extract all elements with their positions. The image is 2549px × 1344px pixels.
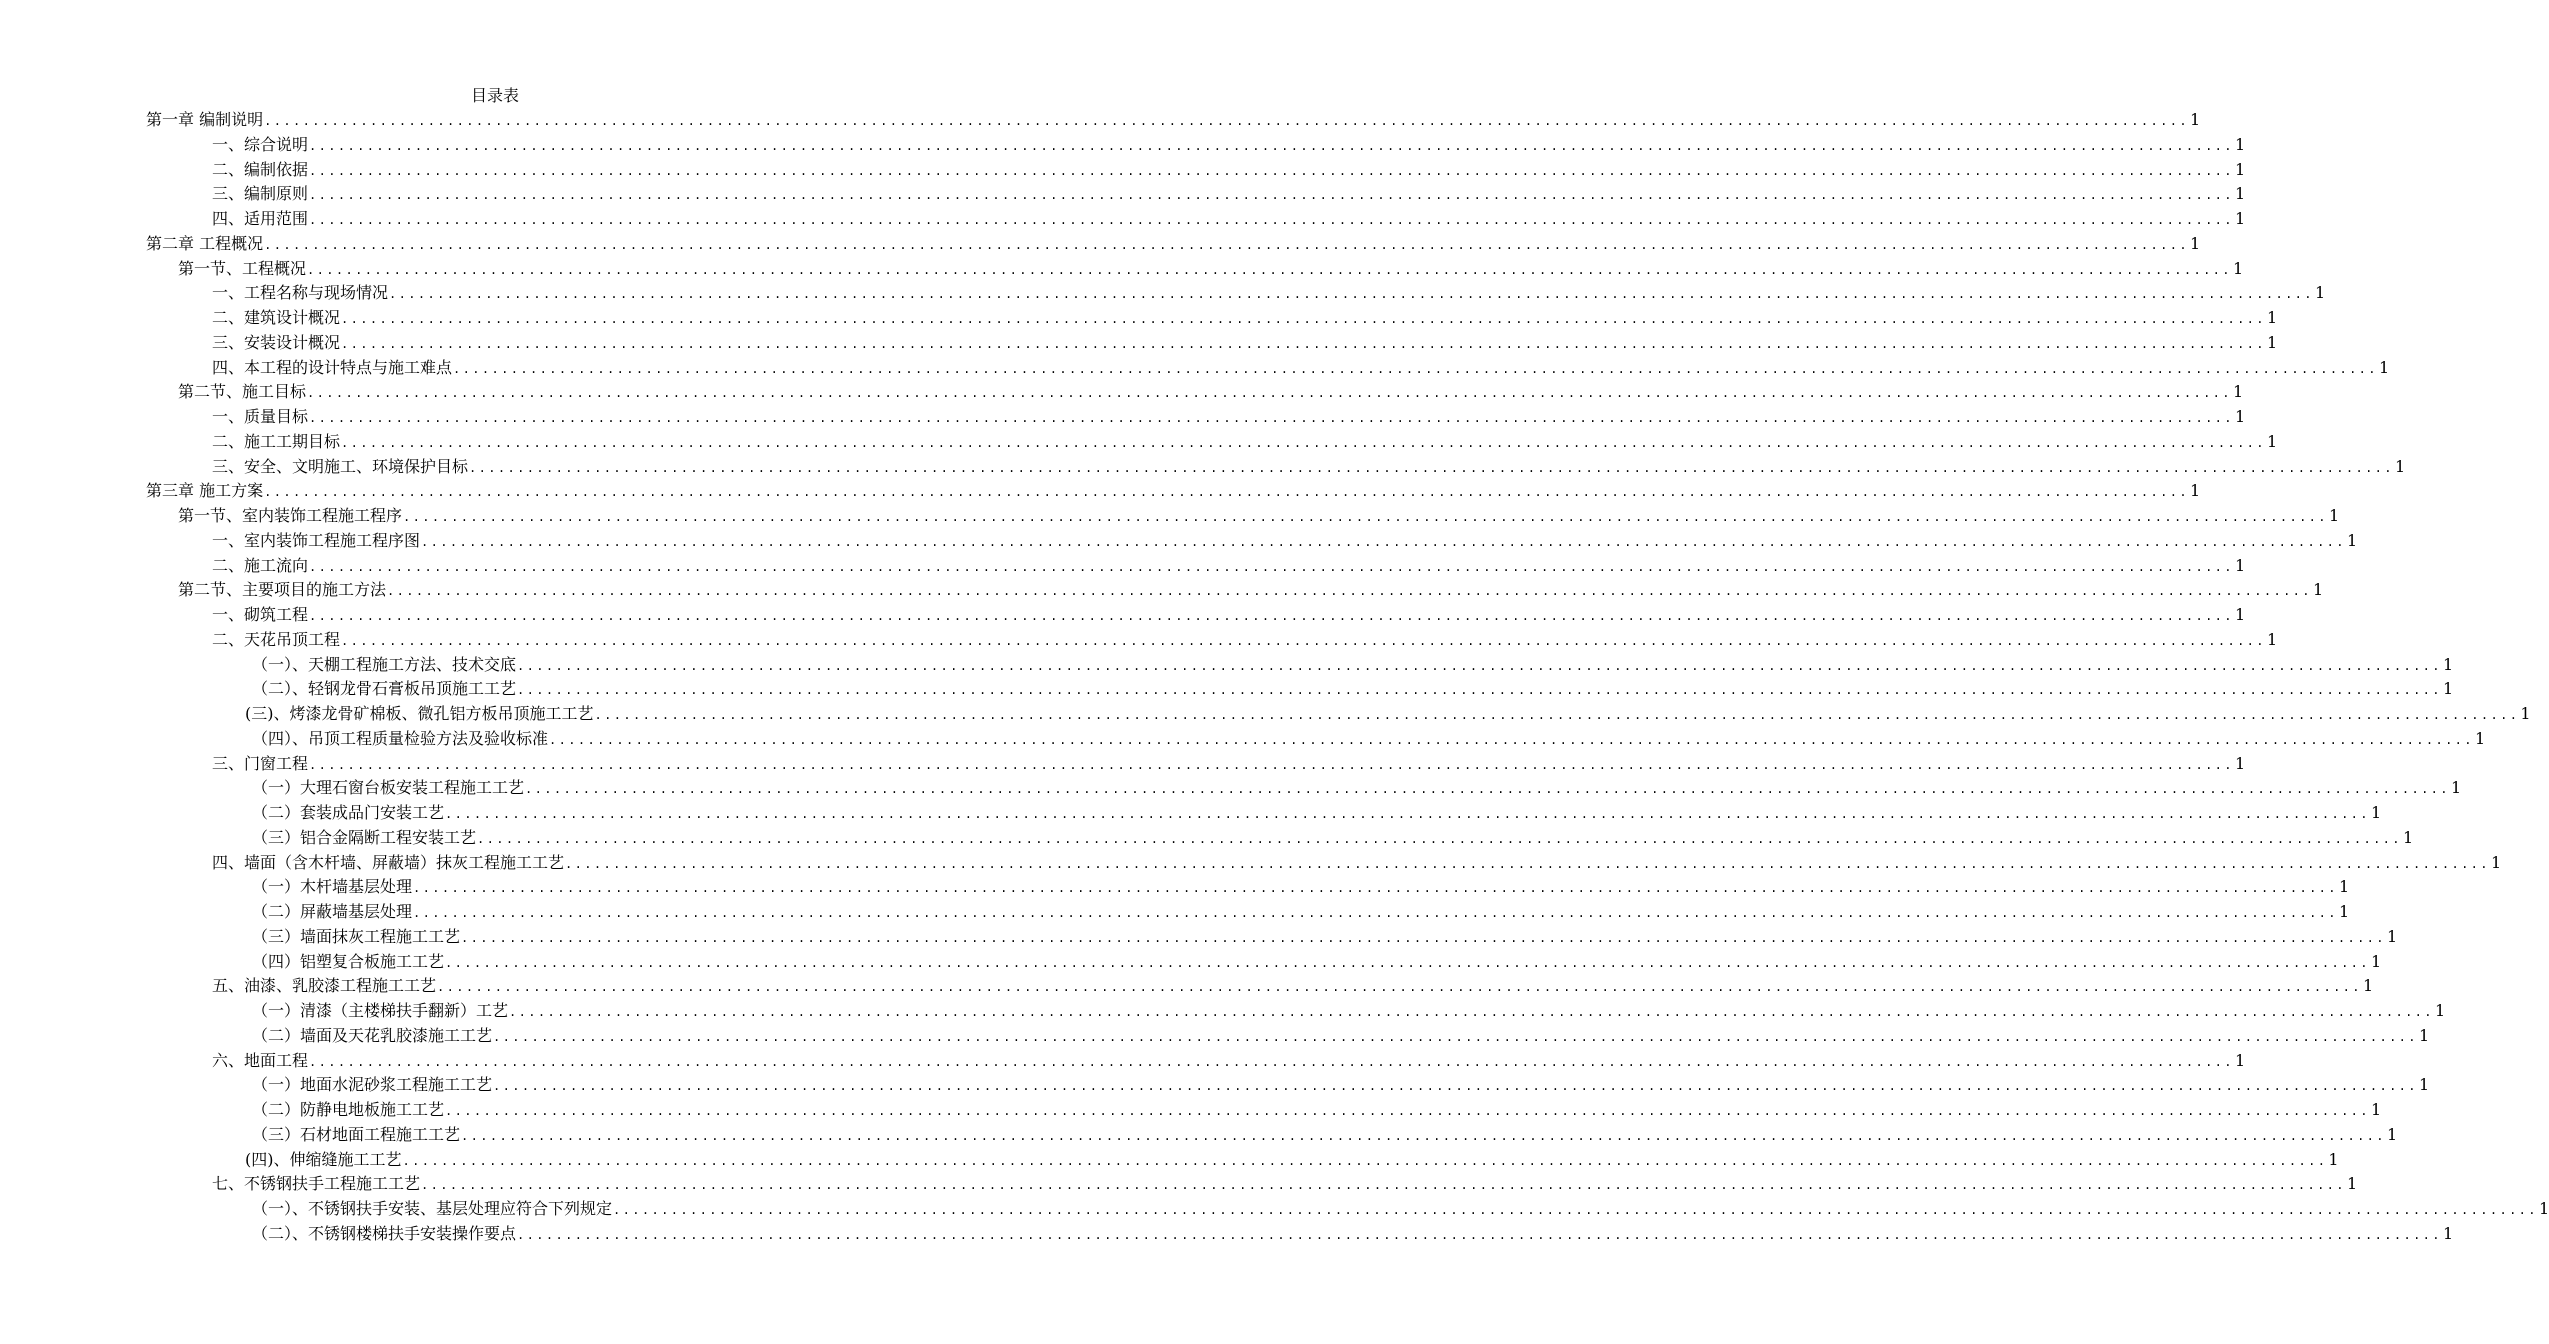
toc-entry-page-number: 1 <box>2328 1149 2339 1169</box>
dot-leader: ........................................................................................................................................................................................................ <box>413 906 2338 920</box>
toc-entry-label: 第一节、室内装饰工程施工程序 <box>178 506 403 525</box>
toc-entry-page-number: 1 <box>2474 728 2486 748</box>
toc-entry[interactable] <box>0 603 2246 628</box>
dot-leader: ........................................................................................................................................................................................................ <box>341 633 2266 648</box>
toc-entry-page-number: 1 <box>2386 1124 2398 1144</box>
dot-leader: ........................................................................................................................................................................................................ <box>445 955 2370 970</box>
toc-entry-label: 二、天花吊顶工程 <box>212 629 341 649</box>
toc-entry-page-number: 1 <box>2442 654 2454 674</box>
toc-entry[interactable] <box>0 1222 2454 1247</box>
toc-entry[interactable] <box>0 826 2414 851</box>
toc-entry[interactable] <box>0 875 2350 900</box>
toc-entry[interactable] <box>0 133 2246 158</box>
toc-entry-label: （一）地面水泥砂浆工程施工工艺 <box>252 1075 493 1095</box>
dot-leader: ........................................................................................................................................................................................................ <box>517 1227 2442 1242</box>
dot-leader: ........................................................................................................................................................................................................ <box>309 138 2234 153</box>
toc-title: 目录表 <box>470 86 519 105</box>
toc-entry[interactable] <box>0 1123 2398 1148</box>
toc-entry-page-number: 1 <box>2338 902 2350 921</box>
dot-leader: ........................................................................................................................................................................................................ <box>413 881 2338 896</box>
toc-entry-page-number: 1 <box>2234 605 2246 624</box>
dot-leader: ........................................................................................................................................................................................................ <box>341 312 2266 326</box>
toc-entry[interactable] <box>0 1148 2339 1173</box>
dot-leader: ........................................................................................................................................................................................................ <box>309 163 2234 178</box>
toc-entry-page-number: 1 <box>2312 580 2324 600</box>
dot-leader: ........................................................................................................................................................................................................ <box>264 237 2190 252</box>
toc-entry[interactable] <box>0 1098 2382 1123</box>
toc-entry-label: （三）铝合金隔断工程安装工艺 <box>252 827 477 847</box>
dot-leader: ........................................................................................................................................................................................................ <box>309 1054 2234 1069</box>
toc-entry-label: （一）大理石窗台板安装工程施工工艺 <box>252 778 525 798</box>
toc-entry[interactable] <box>0 207 2246 232</box>
dot-leader: ........................................................................................................................................................................................................ <box>402 1153 2328 1168</box>
toc-entry[interactable] <box>0 479 2201 504</box>
toc-entry-page-number: 1 <box>2234 209 2246 228</box>
toc-entry-label: 三、安全、文明施工、环境保护目标 <box>212 456 469 476</box>
dot-leader: ........................................................................................................................................................................................................ <box>549 732 2474 747</box>
toc-entry-label: 四、本工程的设计特点与施工难点 <box>212 357 453 377</box>
toc-entry[interactable] <box>0 1024 2430 1049</box>
toc-entry[interactable] <box>0 257 2244 282</box>
toc-entry-page-number: 1 <box>2370 803 2382 822</box>
toc-entry-page-number: 1 <box>2232 382 2244 402</box>
toc-entry-page-number: 1 <box>2442 679 2454 699</box>
toc-entry[interactable] <box>0 331 2278 356</box>
toc-entry[interactable] <box>0 752 2246 777</box>
toc-entry-label: 二、建筑设计概况 <box>212 308 341 327</box>
toc-entry-label: （一）、不锈钢扶手安装、基层处理应符合下列规定 <box>252 1199 613 1218</box>
toc-entry[interactable] <box>0 628 2278 653</box>
toc-entry-page-number: 1 <box>2386 926 2398 946</box>
toc-entry-label: 五、油漆、乳胶漆工程施工工艺 <box>212 976 437 996</box>
toc-entry-page-number: 1 <box>2434 1001 2446 1020</box>
toc-entry-label: 第二节、主要项目的施工方法 <box>178 580 387 600</box>
toc-entry-label: （三）墙面抹灰工程施工工艺 <box>252 926 461 946</box>
dot-leader: ........................................................................................................................................................................................................ <box>445 1104 2370 1118</box>
toc-entry-label: 一、质量目标 <box>212 407 309 426</box>
toc-entry-page-number: 1 <box>2490 852 2502 872</box>
dot-leader: ........................................................................................................................................................................................................ <box>517 658 2442 673</box>
toc-entry-label: 三、安装设计概况 <box>212 332 341 352</box>
toc-entry-label: 六、地面工程 <box>212 1050 309 1070</box>
dot-leader: ........................................................................................................................................................................................................ <box>264 114 2190 128</box>
toc-entry-label: 四、适用范围 <box>212 209 309 228</box>
toc-entry[interactable] <box>0 554 2246 579</box>
toc-entry[interactable] <box>0 1073 2430 1098</box>
dot-leader: ........................................................................................................................................................................................................ <box>421 534 2346 549</box>
toc-entry[interactable] <box>0 727 2486 752</box>
dot-leader: ........................................................................................................................................................................................................ <box>264 485 2190 500</box>
toc-entry-label: 一、砌筑工程 <box>212 605 309 624</box>
toc-entry-label: (四)、伸缩缝施工工艺 <box>245 1149 402 1169</box>
dot-leader: ........................................................................................................................................................................................................ <box>594 708 2520 722</box>
toc-entry-page-number: 1 <box>2520 704 2531 723</box>
toc-entry-label: 二、施工流向 <box>212 555 309 575</box>
toc-entry[interactable] <box>0 232 2201 257</box>
toc-entry-label: 四、墙面（含木杆墙、屏蔽墙）抹灰工程施工工艺 <box>212 852 565 872</box>
dot-leader: ........................................................................................................................................................................................................ <box>309 609 2234 623</box>
toc-entry-label: 七、不锈钢扶手工程施工工艺 <box>212 1174 421 1194</box>
toc-entry[interactable] <box>0 677 2454 702</box>
dot-leader: ........................................................................................................................................................................................................ <box>309 213 2234 227</box>
toc-entry-label: （二）屏蔽墙基层处理 <box>252 902 413 921</box>
toc-entry-page-number: 1 <box>2232 258 2244 278</box>
toc-entry[interactable] <box>0 108 2201 133</box>
dot-leader: ........................................................................................................................................................................................................ <box>453 361 2378 376</box>
toc-entry[interactable] <box>0 776 2462 801</box>
toc-entry-label: 二、编制依据 <box>212 159 309 179</box>
toc-entry-page-number: 1 <box>2234 555 2246 575</box>
toc-entry-page-number: 1 <box>2418 1075 2430 1095</box>
dot-leader: ........................................................................................................................................................................................................ <box>493 1079 2418 1094</box>
dot-leader: ........................................................................................................................................................................................................ <box>509 1005 2434 1019</box>
dot-leader: ........................................................................................................................................................................................................ <box>309 411 2234 425</box>
toc-entry-page-number: 1 <box>2234 407 2246 426</box>
dot-leader: ........................................................................................................................................................................................................ <box>341 435 2266 450</box>
toc-entry-label: 第二章 工程概况 <box>146 233 264 253</box>
dot-leader: ........................................................................................................................................................................................................ <box>403 510 2328 524</box>
dot-leader: ........................................................................................................................................................................................................ <box>613 1203 2538 1217</box>
toc-entry-label: （四）、吊顶工程质量检验方法及验收标准 <box>252 728 549 748</box>
toc-entry[interactable] <box>0 158 2246 183</box>
toc-entry-page-number: 1 <box>2190 110 2201 129</box>
toc-entry[interactable] <box>0 1197 2549 1222</box>
toc-entry[interactable] <box>0 653 2454 678</box>
toc-entry[interactable] <box>0 950 2382 975</box>
toc-entry-page-number: 1 <box>2442 1223 2454 1243</box>
toc-entry[interactable] <box>0 1049 2246 1074</box>
toc-entry-label: 一、工程名称与现场情况 <box>212 283 389 303</box>
toc-entry[interactable] <box>0 281 2326 306</box>
toc-entry[interactable] <box>0 851 2502 876</box>
toc-entry-label: （二）防静电地板施工工艺 <box>252 1100 445 1119</box>
dot-leader: ........................................................................................................................................................................................................ <box>477 831 2402 846</box>
toc-entry-page-number: 1 <box>2450 778 2462 798</box>
toc-entry[interactable] <box>0 529 2358 554</box>
dot-leader: ........................................................................................................................................................................................................ <box>309 559 2234 574</box>
toc-entry-page-number: 1 <box>2266 308 2278 327</box>
toc-entry[interactable] <box>0 380 2244 405</box>
toc-entry-label: （三）石材地面工程施工工艺 <box>252 1124 461 1144</box>
toc-entry-page-number: 1 <box>2402 827 2414 847</box>
toc-entry-label: 第三章 施工方案 <box>146 481 264 501</box>
toc-entry[interactable] <box>0 925 2398 950</box>
toc-entry-label: 二、施工工期目标 <box>212 431 341 451</box>
toc-entry[interactable] <box>0 430 2278 455</box>
toc-entry[interactable] <box>0 974 2374 999</box>
toc-entry[interactable] <box>0 504 2340 529</box>
toc-entry-page-number: 1 <box>2378 357 2390 377</box>
dot-leader: ........................................................................................................................................................................................................ <box>309 757 2234 772</box>
toc-entry-page-number: 1 <box>2394 456 2406 476</box>
toc-entry-label: （二）、轻钢龙骨石膏板吊顶施工工艺 <box>252 679 517 699</box>
toc-list <box>0 108 2549 1247</box>
toc-entry-page-number: 1 <box>2370 951 2382 971</box>
toc-entry-page-number: 1 <box>2314 283 2326 303</box>
toc-entry-label: 第一节、工程概况 <box>178 258 307 278</box>
toc-entry-page-number: 1 <box>2418 1025 2430 1045</box>
toc-entry[interactable] <box>0 801 2382 826</box>
toc-entry-page-number: 1 <box>2234 1050 2246 1070</box>
toc-entry-label: （一）清漆（主楼梯扶手翻新）工艺 <box>252 1001 509 1020</box>
toc-entry[interactable] <box>0 306 2278 331</box>
toc-entry-page-number: 1 <box>2234 753 2246 773</box>
toc-entry-page-number: 1 <box>2266 332 2278 352</box>
toc-entry-page-number: 1 <box>2266 431 2278 451</box>
toc-entry[interactable] <box>0 999 2446 1024</box>
toc-entry-page-number: 1 <box>2190 233 2201 253</box>
dot-leader: ........................................................................................................................................................................................................ <box>421 1178 2346 1193</box>
toc-entry-page-number: 1 <box>2328 506 2340 525</box>
toc-entry[interactable] <box>0 900 2350 925</box>
toc-entry-page-number: 1 <box>2538 1199 2549 1218</box>
toc-entry-page-number: 1 <box>2346 530 2358 550</box>
dot-leader: ........................................................................................................................................................................................................ <box>565 856 2490 871</box>
toc-entry-label: 三、门窗工程 <box>212 753 309 773</box>
toc-entry-page-number: 1 <box>2346 1174 2358 1194</box>
toc-entry-label: 一、室内装饰工程施工程序图 <box>212 530 421 550</box>
toc-entry-label: （一）木杆墙基层处理 <box>252 877 413 897</box>
toc-entry-label: （四）铝塑复合板施工工艺 <box>252 951 445 971</box>
dot-leader: ........................................................................................................................................................................................................ <box>493 1029 2418 1044</box>
dot-leader: ........................................................................................................................................................................................................ <box>307 386 2232 401</box>
toc-entry[interactable] <box>0 1172 2358 1197</box>
toc-entry-label: （二）墙面及天花乳胶漆施工工艺 <box>252 1025 493 1045</box>
toc-entry[interactable] <box>0 455 2406 480</box>
toc-entry-page-number: 1 <box>2190 481 2201 501</box>
dot-leader: ........................................................................................................................................................................................................ <box>461 930 2386 945</box>
toc-entry-page-number: 1 <box>2370 1100 2382 1119</box>
dot-leader: ........................................................................................................................................................................................................ <box>437 980 2362 995</box>
dot-leader: ........................................................................................................................................................................................................ <box>387 584 2312 599</box>
dot-leader: ........................................................................................................................................................................................................ <box>461 1128 2386 1143</box>
dot-leader: ........................................................................................................................................................................................................ <box>341 336 2266 351</box>
toc-entry[interactable] <box>0 405 2246 430</box>
toc-entry[interactable] <box>0 702 2531 727</box>
toc-entry-label: （二）、不锈钢楼梯扶手安装操作要点 <box>252 1223 517 1243</box>
toc-entry-label: (三)、烤漆龙骨矿棉板、微孔铝方板吊顶施工工艺 <box>245 704 594 723</box>
toc-entry[interactable] <box>0 578 2324 603</box>
toc-entry-label: 一、综合说明 <box>212 134 309 154</box>
dot-leader: ........................................................................................................................................................................................................ <box>389 287 2314 302</box>
dot-leader: ........................................................................................................................................................................................................ <box>525 782 2450 797</box>
toc-entry[interactable] <box>0 356 2390 381</box>
toc-entry-page-number: 1 <box>2234 134 2246 154</box>
toc-entry-label: （一）、天棚工程施工方法、技术交底 <box>252 654 517 674</box>
toc-entry-label: 第一章 编制说明 <box>146 110 264 129</box>
dot-leader: ........................................................................................................................................................................................................ <box>469 460 2394 475</box>
toc-entry-page-number: 1 <box>2234 159 2246 179</box>
toc-entry-label: 三、编制原则 <box>212 184 309 204</box>
dot-leader: ........................................................................................................................................................................................................ <box>307 262 2232 277</box>
toc-entry-label: 第二节、施工目标 <box>178 382 307 402</box>
dot-leader: ........................................................................................................................................................................................................ <box>445 807 2370 821</box>
toc-entry[interactable] <box>0 182 2246 207</box>
toc-entry-page-number: 1 <box>2362 976 2374 996</box>
toc-entry-page-number: 1 <box>2234 184 2246 204</box>
toc-entry-page-number: 1 <box>2338 877 2350 897</box>
dot-leader: ........................................................................................................................................................................................................ <box>517 683 2442 698</box>
dot-leader: ........................................................................................................................................................................................................ <box>309 188 2234 203</box>
toc-entry-label: （二）套装成品门安装工艺 <box>252 803 445 822</box>
toc-entry-page-number: 1 <box>2266 629 2278 649</box>
